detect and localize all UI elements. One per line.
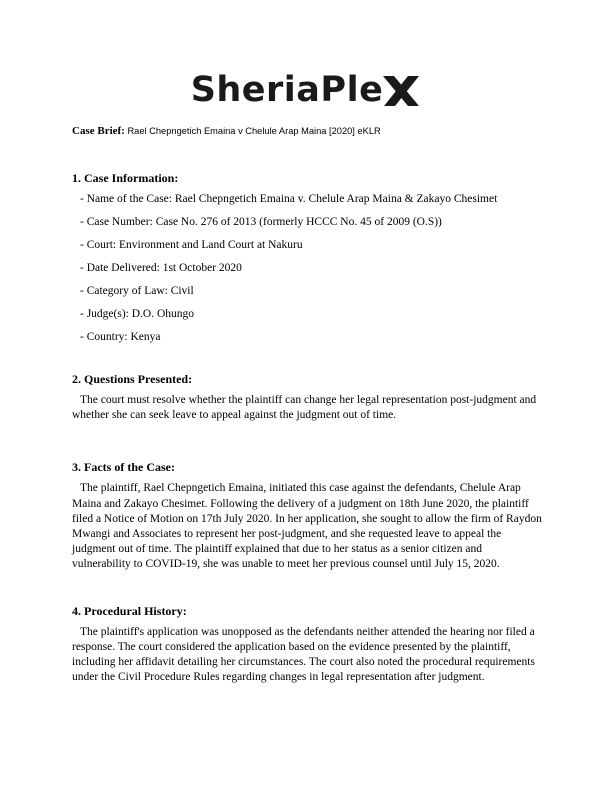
case-info-list [72,192,542,345]
procedural-paragraph: The plaintiff's application was unopposed as the defendants neither attended the hearing nor filed a response. The court considered the application based on the evidence presented by the plaintiff, including her affidavit detailing her circumstances. The court also noted the procedural requirements under the Civil Procedure Rules regarding changes in legal representation after judgment. [72,625,535,684]
case-brief-title: Rael Chepngetich Emaina v Chelule Arap Maina [2020] eKLR [127,126,381,136]
case-brief-label: Case Brief: [72,125,125,137]
questions-presented-section [72,371,542,423]
facts-section [72,459,542,572]
section-title: 1. Case Information: [72,171,179,185]
section-title: 2. Questions Presented: [72,372,193,386]
logo-text: SheriaPle [190,70,384,110]
court-item: - Court: Environment and Land Court at Nakuru [80,239,303,251]
case-number-item: - Case Number: Case No. 276 of 2013 (formerly HCCC No. 45 of 2009 (O.S)) [80,216,442,228]
logo-x-mark-icon [381,74,421,108]
sheriaplex-logo [0,70,612,110]
case-name-item: - Name of the Case: Rael Chepngetich Emaina v. Chelule Arap Maina & Zakayo Chesimet [80,193,498,205]
section-title: 4. Procedural History: [72,603,187,618]
case-information-section [72,170,542,345]
section-title: 3. Facts of the Case: [72,460,175,475]
judges-item: - Judge(s): D.O. Ohungo [80,308,195,320]
date-delivered-item: - Date Delivered: 1st October 2020 [80,262,242,274]
facts-paragraph: The plaintiff, Rael Chepngetich Emaina, initiated this case against the defendants, Chelule Arap Maina and Zakayo Chesimet. Following the delivery of a judgment on 18th June 2020, the plaintiff filed a Notice of Motion on 17th July 2020. In her application, she sought to allow the firm of Raydon Mwangi and Associates to represent her post-judgment, and she requested leave to appeal the judgment out of time. The plaintiff explained that due to her status as a senior citizen and vulnerability to COVID-19, she was unable to meet her previous counsel until July 15, 2020. [72,482,542,571]
country-item: - Country: Kenya [80,331,161,343]
case-brief-line [72,125,381,137]
category-item: - Category of Law: Civil [80,285,194,297]
brief-content [72,170,542,685]
questions-paragraph: The court must resolve whether the plaintiff can change her legal representation post-judgment and whether she can seek leave to appeal against the judgment out of time. [72,394,537,422]
procedural-history-section [72,603,542,686]
